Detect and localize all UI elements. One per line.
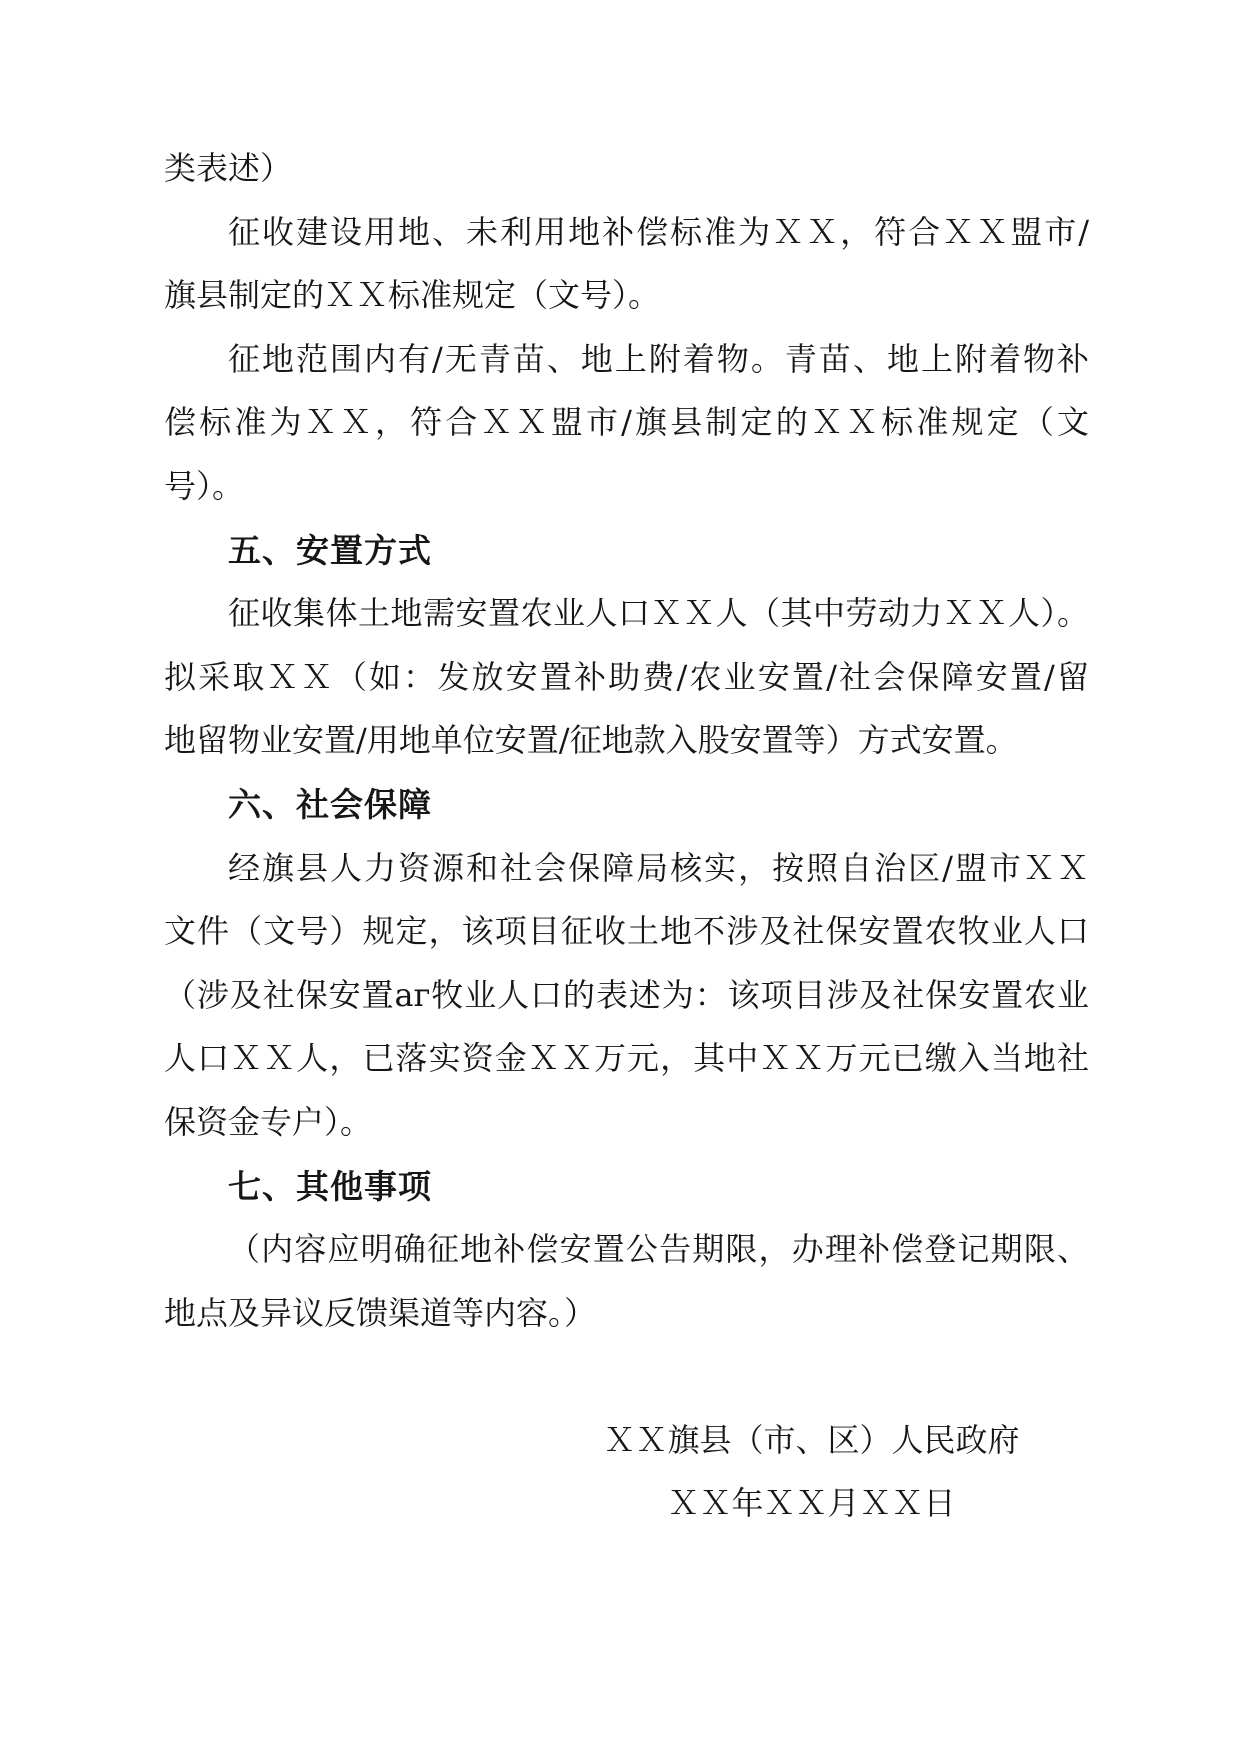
text-line: 类表述） bbox=[164, 149, 293, 187]
text-line: （内容应明确征地补偿安置公告期限，办理补偿登记期限、 bbox=[228, 1230, 1089, 1269]
text-line: 地留物业安置/用地单位安置/征地款入股安置等）方式安置。 bbox=[164, 721, 1018, 760]
text-line: 地点及异议反馈渠道等内容。） bbox=[164, 1293, 597, 1332]
text-line: 征收集体土地需安置农业人口ＸＸ人（其中劳动力ＸＸ人）。 bbox=[228, 594, 1089, 633]
heading-section-6: 六、社会保障 bbox=[228, 784, 432, 824]
signature-date: ＸＸ年ＸＸ月ＸＸ日 bbox=[667, 1484, 956, 1523]
text-line: 旗县制定的ＸＸ标准规定（文号）。 bbox=[164, 276, 661, 315]
text-line: （涉及社保安置аг牧业人口的表述为：该项目涉及社保安置农业 bbox=[164, 975, 1089, 1014]
text-line: 文件（文号）规定，该项目征收土地不涉及社保安置农牧业人口 bbox=[164, 912, 1089, 951]
heading-section-5: 五、安置方式 bbox=[228, 530, 432, 570]
text-line: 人口ＸＸ人，已落实资金ＸＸ万元，其中ＸＸ万元已缴入当地社 bbox=[164, 1039, 1089, 1078]
text-line: 号）。 bbox=[164, 466, 245, 505]
text-line: 偿标准为ＸＸ，符合ＸＸ盟市/旗县制定的ＸＸ标准规定（文 bbox=[164, 403, 1089, 442]
heading-section-7: 七、其他事项 bbox=[228, 1166, 432, 1206]
blank-line bbox=[164, 1345, 1089, 1409]
text-line: 经旗县人力资源和社会保障局核实，按照自治区/盟市ＸＸ bbox=[228, 848, 1089, 887]
text-line: 征收建设用地、未利用地补偿标准为ＸＸ，符合ＸＸ盟市/ bbox=[228, 212, 1089, 251]
text-line: 拟采取ＸＸ（如：发放安置补助费/农业安置/社会保障安置/留 bbox=[164, 657, 1089, 696]
document-content bbox=[164, 137, 1089, 1536]
text-line: 征地范围内有/无青苗、地上附着物。青苗、地上附着物补 bbox=[228, 339, 1089, 378]
text-line: 保资金专户）。 bbox=[164, 1102, 373, 1141]
signature-authority: ＸＸ旗县（市、区）人民政府 bbox=[603, 1420, 1020, 1459]
